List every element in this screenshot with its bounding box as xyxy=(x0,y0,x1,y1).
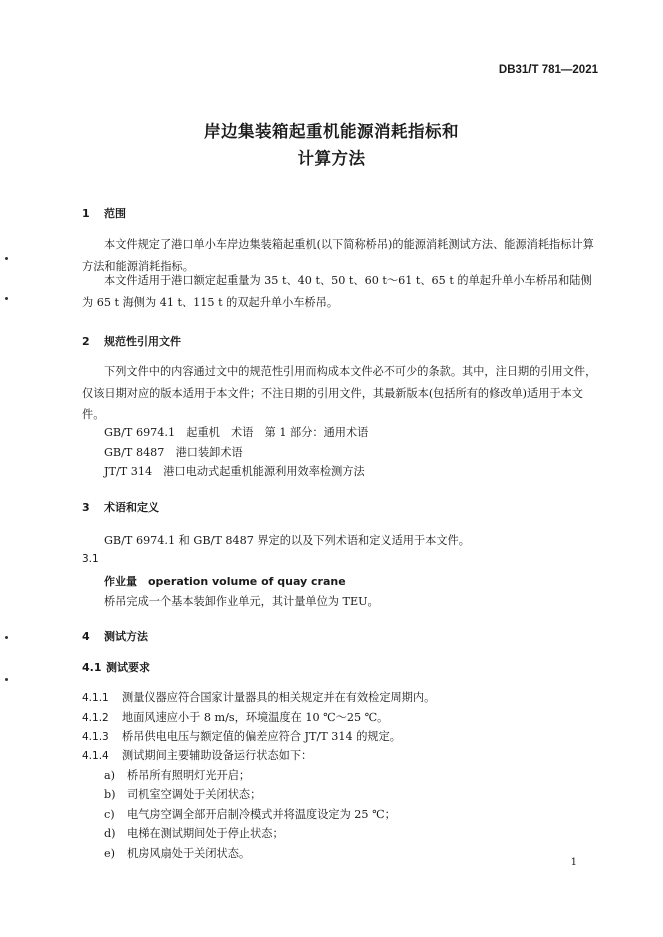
list-item xyxy=(104,806,396,822)
list-item-label: a) xyxy=(104,769,116,782)
list-item-text: 机房风扇处于关闭状态。 xyxy=(127,847,251,860)
list-item-label: d) xyxy=(104,827,116,840)
list-item xyxy=(104,767,250,783)
section-number: 2 xyxy=(82,335,90,348)
clause-text: 地面风速应小于 8 m/s，环境温度在 10 ℃～25 ℃。 xyxy=(122,711,389,724)
list-item-text: 司机室空调处于关闭状态； xyxy=(127,788,262,801)
list-item-label: b) xyxy=(104,788,116,801)
section-1-paragraph-2: 本文件适用于港口额定起重量为 35 t、40 t、50 t、60 t～61 t、65 t 的单起升单小车桥吊和陆侧为 65 t 海侧为 41 t、115 t 的双起升单小车桥吊。 xyxy=(82,274,592,309)
clause xyxy=(82,689,435,705)
list-item-text: 桥吊所有照明灯光开启； xyxy=(127,769,251,782)
clause-number: 4.1.3 xyxy=(82,731,109,743)
clause xyxy=(82,709,388,725)
section-title: 术语和定义 xyxy=(104,501,159,514)
subsection-title: 测试要求 xyxy=(106,661,150,674)
subsection-number: 4.1 xyxy=(82,661,102,674)
normative-reference: GB/T 6974.1 起重机 术语 第 1 部分：通用术语 xyxy=(104,426,369,439)
term-number: 3.1 xyxy=(82,553,99,565)
document-code: DB31/T 781—2021 xyxy=(498,64,598,76)
clause xyxy=(82,728,401,744)
clause-number: 4.1.2 xyxy=(82,712,109,724)
section-title: 测试方法 xyxy=(104,630,148,643)
section-number: 3 xyxy=(82,501,90,514)
section-1-paragraph-1: 本文件规定了港口单小车岸边集装箱起重机(以下简称桥吊)的能源消耗测试方法、能源消耗指标计算方法和能源消耗指标。 xyxy=(82,238,594,273)
scan-speck xyxy=(5,678,8,681)
section-3-heading xyxy=(82,499,159,515)
section-2-heading xyxy=(82,333,181,349)
section-2-paragraph: 下列文件中的内容通过文中的规范性引用而构成本文件必不可少的条款。其中，注日期的引用文件，仅该日期对应的版本适用于本文件；不注日期的引用文件，其最新版本(包括所有的修改单)适用于本文件。 xyxy=(82,365,597,422)
list-item xyxy=(104,845,250,861)
clause-text: 测量仪器应符合国家计量器具的相关规定并在有效检定周期内。 xyxy=(122,691,436,704)
clause-number: 4.1.1 xyxy=(82,692,109,704)
section-title: 范围 xyxy=(104,207,126,220)
list-item-text: 电气房空调全部开启制冷模式并将温度设定为 25 ℃； xyxy=(127,808,396,821)
subsection-4-1-heading xyxy=(82,659,150,675)
section-1-heading xyxy=(82,205,126,221)
clause-text: 桥吊供电电压与额定值的偏差应符合 JT/T 314 的规定。 xyxy=(122,730,401,743)
clause xyxy=(82,747,312,763)
list-item xyxy=(104,786,261,802)
scan-speck xyxy=(5,297,8,300)
clause-text: 测试期间主要辅助设备运行状态如下： xyxy=(122,749,313,762)
list-item-label: c) xyxy=(104,808,115,821)
page-number: 1 xyxy=(570,857,577,868)
section-number: 1 xyxy=(82,207,90,220)
term-definition: 桥吊完成一个基本装卸作业单元，其计量单位为 TEU。 xyxy=(104,595,379,608)
section-4-heading xyxy=(82,628,148,644)
list-item-label: e) xyxy=(104,847,115,860)
section-3-paragraph: GB/T 6974.1 和 GB/T 8487 界定的以及下列术语和定义适用于本文件。 xyxy=(104,534,470,547)
scan-speck xyxy=(5,257,8,260)
clause-number: 4.1.4 xyxy=(82,750,109,762)
scan-speck xyxy=(5,636,8,639)
section-title: 规范性引用文件 xyxy=(104,335,181,348)
normative-reference: GB/T 8487 港口装卸术语 xyxy=(104,446,243,459)
document-title-line-1: 岸边集装箱起重机能源消耗指标和 xyxy=(204,122,459,141)
list-item xyxy=(104,825,284,841)
section-number: 4 xyxy=(82,630,90,643)
normative-reference: JT/T 314 港口电动式起重机能源利用效率检测方法 xyxy=(104,465,365,478)
list-item-text: 电梯在测试期间处于停止状态； xyxy=(127,827,284,840)
document-title-line-2: 计算方法 xyxy=(297,149,366,168)
term-entry: 作业量 operation volume of quay crane xyxy=(104,575,346,588)
